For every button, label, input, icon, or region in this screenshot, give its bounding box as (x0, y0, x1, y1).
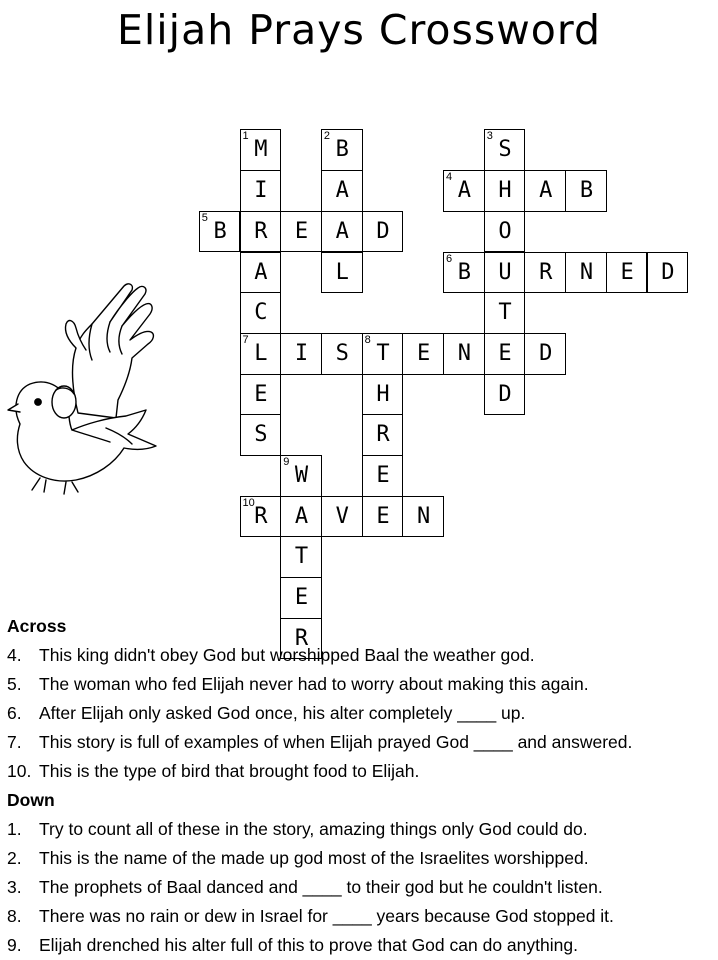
clue-text: This king didn't obey God but worshipped Baal the weather god. (39, 645, 535, 665)
cell-letter: D (661, 259, 675, 285)
crossword-cell[interactable] (565, 170, 607, 212)
cell-letter: H (376, 381, 390, 407)
clue-text: There was no rain or dew in Israel for ____ years because God stopped it. (39, 906, 614, 926)
crossword-cell[interactable] (524, 333, 566, 375)
cell-letter: E (417, 340, 431, 366)
cell-letter: A (539, 178, 553, 204)
across-clue (7, 757, 715, 786)
cell-letter: A (254, 259, 268, 285)
clue-text: Elijah drenched his alter full of this to prove that God can do anything. (39, 935, 578, 955)
clue-num: 9. (7, 935, 22, 955)
clue-number: 9 (283, 456, 290, 468)
crossword-cell[interactable] (484, 333, 526, 375)
cell-letter: D (539, 340, 553, 366)
cell-letter: R (294, 625, 309, 651)
cell-letter: T (498, 300, 512, 326)
cell-letter: A (335, 178, 349, 204)
cell-letter: H (498, 178, 512, 204)
clue-num: 3. (7, 877, 22, 897)
clue-num: 2. (7, 848, 22, 868)
cell-letter: V (335, 503, 349, 529)
crossword-cell[interactable] (362, 211, 404, 253)
crossword-cell[interactable] (524, 170, 566, 212)
across-clue (7, 728, 715, 757)
clue-num: 10. (7, 761, 32, 781)
crossword-cell[interactable] (402, 333, 444, 375)
clue-number: 5 (201, 211, 208, 224)
across-heading: Across (7, 616, 67, 636)
crossword-cell[interactable] (484, 129, 526, 171)
cell-letter: L (254, 340, 268, 366)
crossword-cell[interactable] (240, 496, 282, 538)
cell-letter: L (335, 259, 349, 285)
page-title: Elijah Prays Crossword (116, 6, 602, 54)
clue-num: 6. (7, 703, 22, 723)
crossword-cell[interactable] (565, 252, 607, 294)
crossword-cell[interactable] (484, 211, 526, 253)
crossword-cell[interactable] (321, 333, 363, 375)
clue-num: 7. (7, 732, 22, 752)
cell-letter: S (254, 422, 268, 448)
crossword-cell[interactable] (280, 333, 322, 375)
crossword-cell[interactable] (362, 496, 404, 538)
crossword-cell[interactable] (362, 333, 404, 375)
clue-num: 8. (7, 906, 22, 926)
clue-text: The woman who fed Elijah never had to worry about making this again. (39, 674, 589, 694)
down-heading: Down (7, 790, 55, 810)
clue-text: This is the name of the made up god most of the Israelites worshipped. (39, 848, 589, 868)
cell-letter: B (213, 218, 227, 244)
cell-letter: E (294, 585, 309, 611)
crossword-cell[interactable] (362, 455, 404, 497)
down-clue (7, 815, 715, 844)
clue-number: 10 (242, 496, 255, 509)
down-clue-list (7, 815, 715, 960)
cell-letter: T (376, 340, 390, 366)
cell-letter: B (579, 178, 594, 204)
cell-letter: E (254, 381, 268, 407)
clue-num: 4. (7, 645, 22, 665)
cell-letter: W (294, 463, 309, 488)
cell-letter: B (457, 259, 471, 285)
clue-text: This is the type of bird that brought food to Elijah. (39, 761, 420, 781)
crossword-cell[interactable] (484, 252, 526, 294)
cell-letter: N (417, 503, 431, 529)
crossword-cell[interactable] (443, 170, 485, 212)
crossword-cell[interactable] (321, 170, 363, 212)
crossword-cell[interactable] (240, 292, 282, 334)
across-clue (7, 641, 715, 670)
cell-letter: O (498, 218, 512, 244)
crossword-cell[interactable] (443, 333, 485, 375)
cell-letter: I (254, 178, 268, 204)
crossword-cell[interactable] (484, 292, 526, 334)
cell-letter: N (579, 259, 594, 285)
cell-letter: R (376, 422, 390, 448)
cell-letter: U (498, 259, 512, 285)
clue-number: 8 (364, 333, 371, 346)
cell-letter: E (294, 218, 309, 244)
across-clue (7, 699, 715, 728)
down-clue (7, 931, 715, 960)
down-clue (7, 844, 715, 873)
cell-letter: R (539, 259, 553, 285)
clue-num: 1. (7, 819, 22, 839)
crossword-cell[interactable] (606, 252, 648, 294)
crossword-cell[interactable] (524, 252, 566, 294)
crossword-cell[interactable] (240, 211, 282, 253)
crossword-cell[interactable] (199, 211, 241, 253)
clue-number: 2 (323, 130, 331, 143)
crossword-cell[interactable] (362, 414, 404, 456)
cell-letter: A (335, 218, 349, 244)
clue-number: 1 (242, 130, 249, 143)
across-clue-list (7, 641, 715, 786)
clue-number: 7 (242, 333, 249, 346)
cell-letter: N (457, 340, 471, 366)
cell-letter: E (376, 463, 390, 488)
crossword-cell[interactable] (240, 252, 282, 294)
cell-letter: S (498, 137, 512, 163)
crossword-cell[interactable] (280, 455, 322, 497)
crossword-cell[interactable] (280, 211, 322, 253)
cell-letter: A (457, 178, 471, 204)
crossword-cell[interactable] (362, 374, 404, 416)
cell-letter: C (254, 300, 268, 326)
down-clue (7, 902, 715, 931)
crossword-cell[interactable] (321, 496, 363, 538)
across-clue (7, 670, 715, 699)
cell-letter: S (335, 340, 349, 366)
cell-letter: B (335, 137, 349, 163)
crossword-cell[interactable] (443, 252, 485, 294)
crossword-cell[interactable] (280, 536, 322, 578)
cell-letter: M (254, 137, 268, 163)
crossword-cell[interactable] (240, 414, 282, 456)
crossword-cell[interactable] (484, 170, 526, 212)
cell-letter: E (620, 259, 634, 285)
cell-letter: I (294, 340, 309, 366)
crossword-cell[interactable] (484, 374, 526, 416)
cell-letter: R (254, 503, 268, 529)
clue-num: 5. (7, 674, 22, 694)
crossword-cell[interactable] (402, 496, 444, 538)
cell-letter: A (294, 503, 309, 529)
clue-text: The prophets of Baal danced and ____ to their god but he couldn't listen. (39, 877, 603, 897)
cell-letter: E (376, 503, 390, 529)
clue-text: This story is full of examples of when Elijah prayed God ____ and answered. (39, 732, 633, 752)
crossword-cell[interactable] (321, 129, 363, 171)
cell-letter: D (498, 381, 512, 407)
clues-section (7, 612, 715, 960)
down-clue (7, 873, 715, 902)
crossword-cell[interactable] (240, 170, 282, 212)
cell-letter: T (294, 544, 309, 570)
crossword-cell[interactable] (240, 374, 282, 416)
crossword-cell[interactable] (240, 129, 282, 171)
crossword-cell[interactable] (321, 211, 363, 253)
crossword-cell[interactable] (280, 496, 322, 538)
clue-number: 6 (446, 252, 453, 265)
clue-text: Try to count all of these in the story, amazing things only God could do. (39, 819, 588, 839)
cell-letter: D (376, 218, 390, 244)
clue-number: 3 (486, 130, 493, 143)
crossword-cell[interactable] (240, 333, 282, 375)
clue-number: 4 (446, 171, 453, 184)
clue-text: After Elijah only asked God once, his alter completely ____ up. (39, 703, 526, 723)
crossword-cell[interactable] (647, 252, 689, 294)
crossword-cell[interactable] (321, 252, 363, 294)
cell-letter: R (254, 218, 268, 244)
cell-letter: E (498, 340, 512, 366)
dove-illustration (6, 278, 196, 498)
